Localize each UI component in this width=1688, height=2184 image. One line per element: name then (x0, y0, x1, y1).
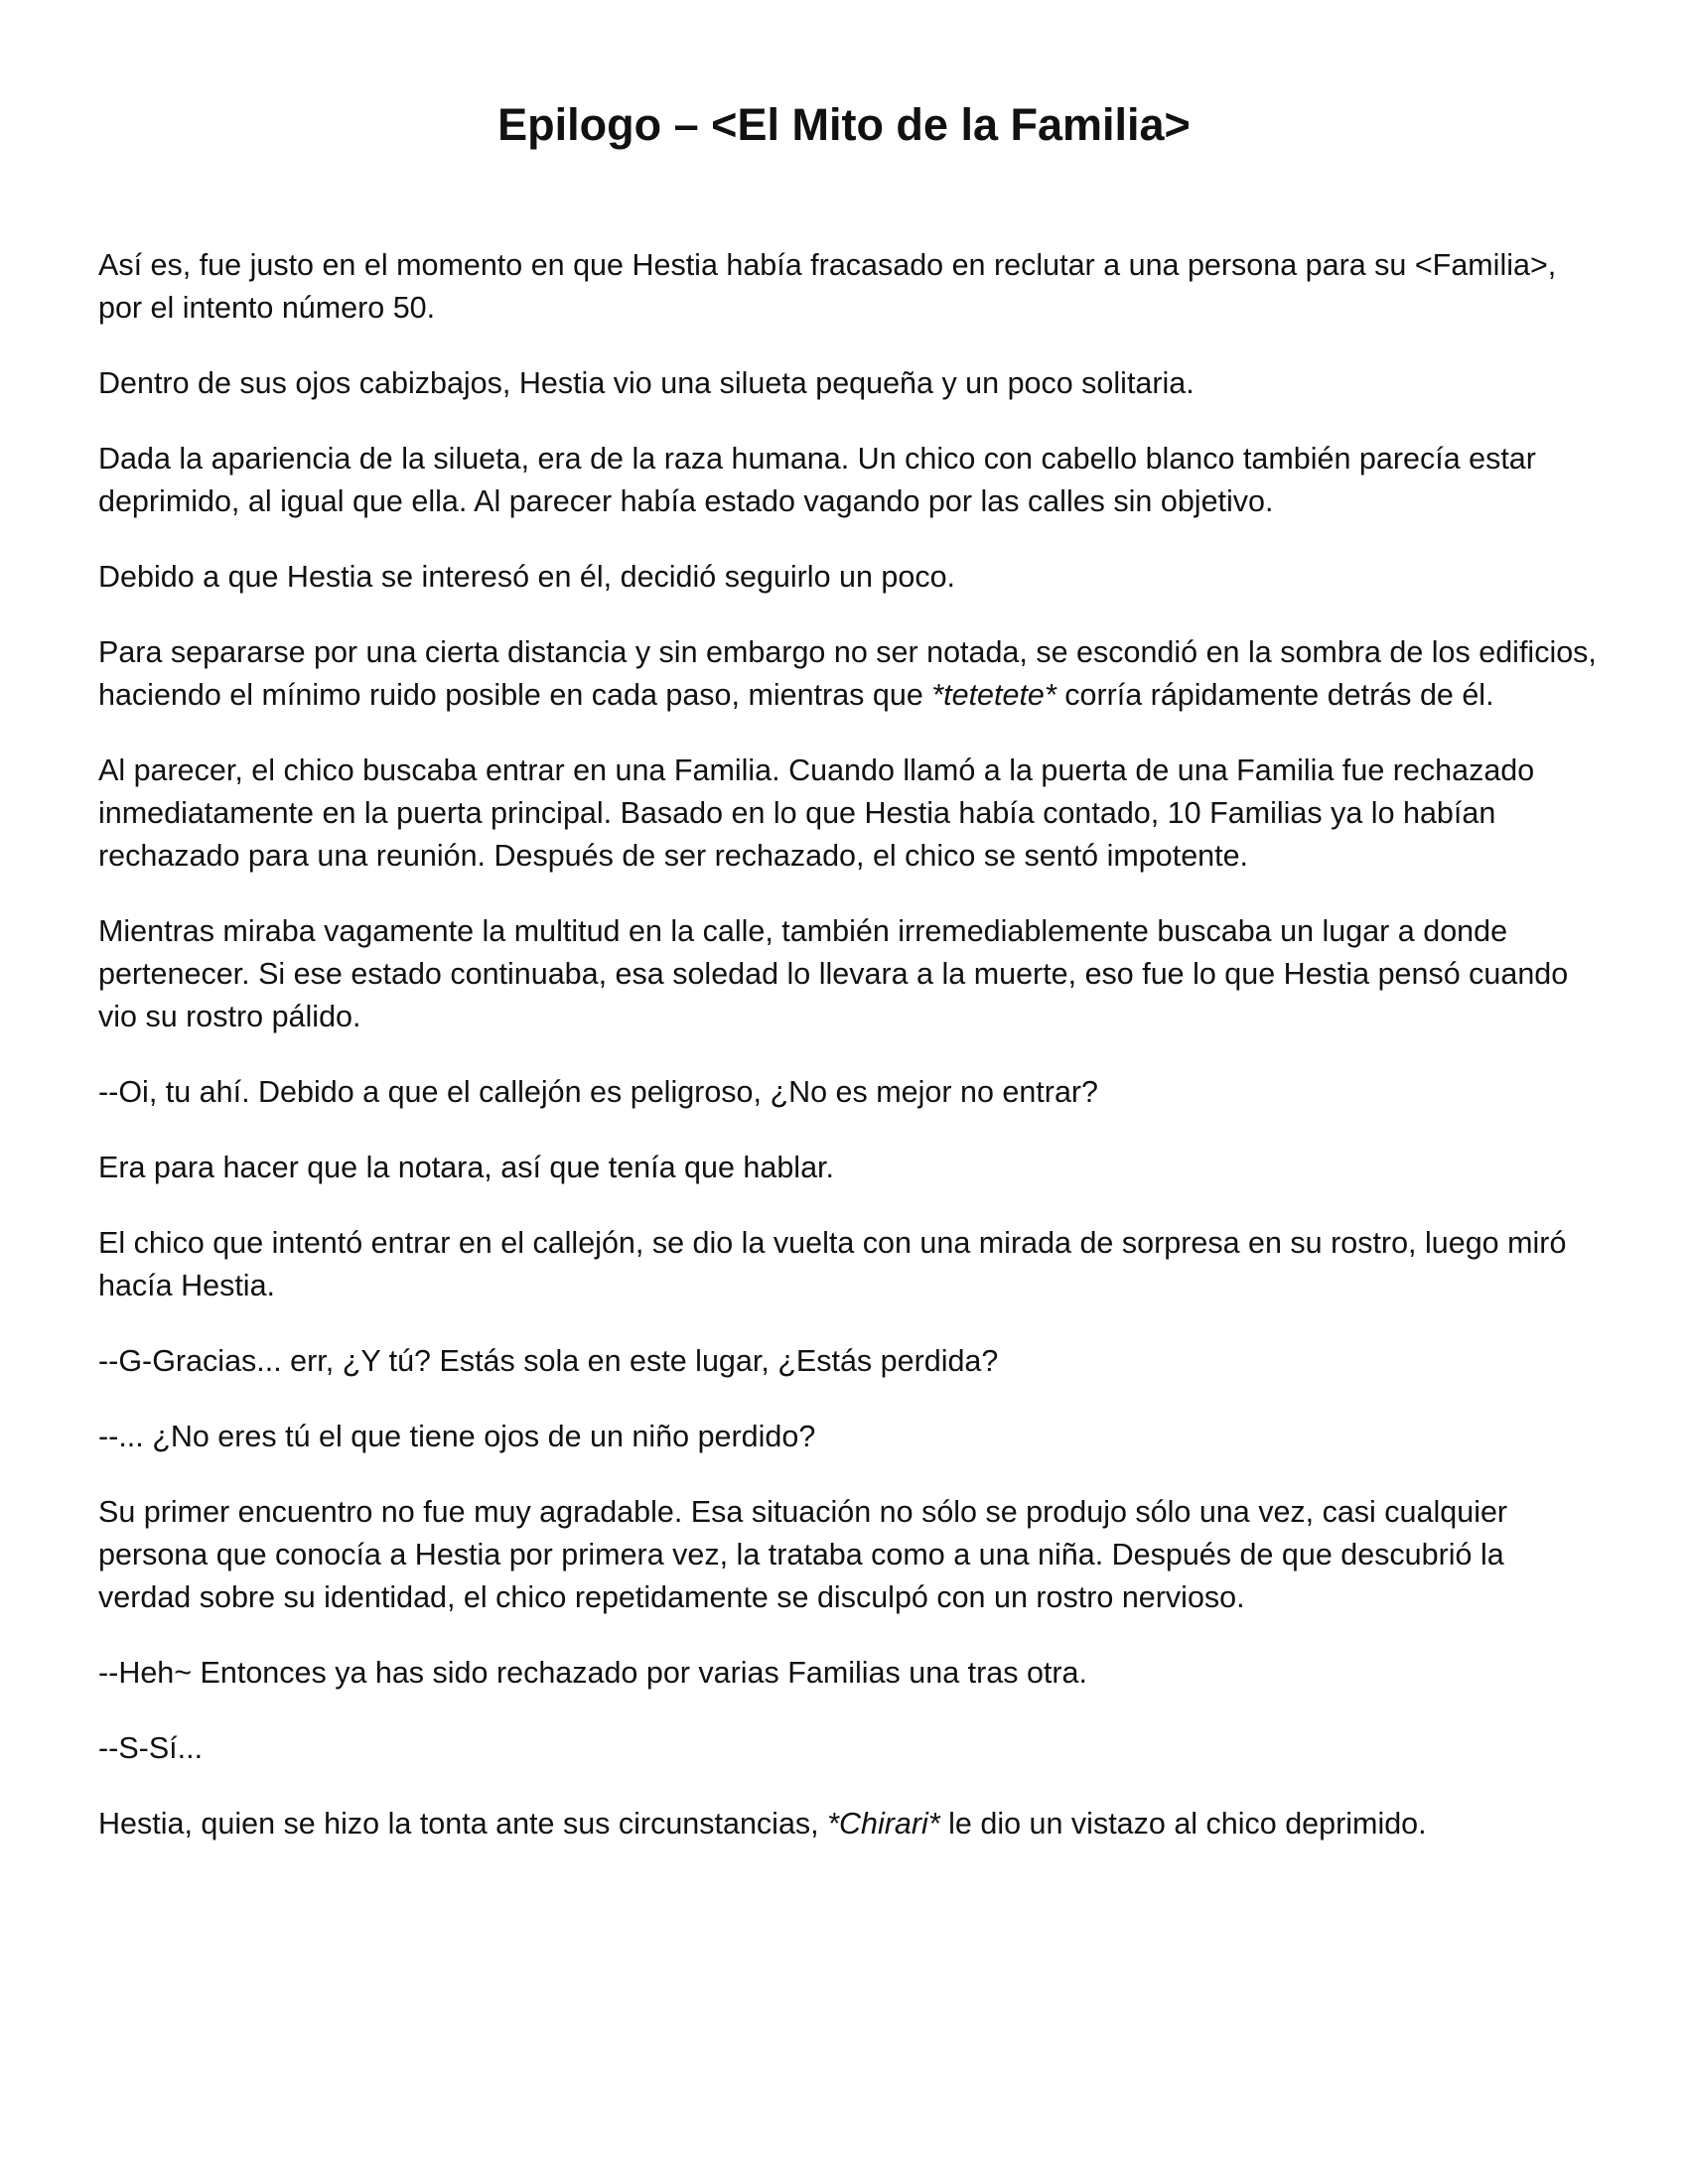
dialogue-paragraph: --G-Gracias... err, ¿Y tú? Estás sola en este lugar, ¿Estás perdida? (98, 1344, 999, 1378)
onomatopoeia-text: *Chirari* (827, 1807, 940, 1841)
paragraph: Debido a que Hestia se interesó en él, decidió seguirlo un poco. (98, 560, 956, 594)
paragraph (98, 1803, 1598, 1845)
dialogue-paragraph: --... ¿No eres tú el que tiene ojos de un niño perdido? (98, 1420, 816, 1453)
paragraph: Era para hacer que la notara, así que tenía que hablar. (98, 1151, 834, 1184)
paragraph: Al parecer, el chico buscaba entrar en una Familia. Cuando llamó a la puerta de una Familia fue rechazado inmediatamente en la puerta principal. Basado en lo que Hestia había contado, 10 Familias ya lo habían rechazado para una reunión. Después de ser rechazado, el chico se sentó impotente. (98, 753, 1535, 873)
onomatopoeia-text: *tetetete* (931, 678, 1056, 712)
paragraph: Su primer encuentro no fue muy agradable. Esa situación no sólo se produjo sólo una vez, casi cualquier persona que conocía a Hestia por primera vez, la trataba como a una niña. Después de que descubrió la verdad sobre su identidad, el chico repetidamente se disculpó con un rostro nervioso. (98, 1495, 1508, 1614)
paragraph-text: Para separarse por una cierta distancia y sin embargo no ser notada, se escondió en la sombra de los edificios, haciendo el mínimo ruido posible en cada paso, mientras que (98, 635, 1597, 712)
paragraph: Dada la apariencia de la silueta, era de la raza humana. Un chico con cabello blanco también parecía estar deprimido, al igual que ella. Al parecer había estado vagando por las calles sin objetivo. (98, 442, 1536, 518)
dialogue-paragraph: --S-Sí... (98, 1731, 204, 1765)
document-body (98, 244, 1598, 1878)
paragraph: Dentro de sus ojos cabizbajos, Hestia vio una silueta pequeña y un poco solitaria. (98, 366, 1195, 400)
dialogue-paragraph: --Oi, tu ahí. Debido a que el callejón es peligroso, ¿No es mejor no entrar? (98, 1075, 1099, 1109)
paragraph: El chico que intentó entrar en el callejón, se dio la vuelta con una mirada de sorpresa en su rostro, luego miró hacía Hestia. (98, 1226, 1567, 1302)
paragraph: Mientras miraba vagamente la multitud en la calle, también irremediablemente buscaba un lugar a donde pertenecer. Si ese estado continuaba, esa soledad lo llevara a la muerte, eso fue lo que Hestia pensó cuando vio su rostro pálido. (98, 914, 1569, 1033)
paragraph-text: Hestia, quien se hizo la tonta ante sus circunstancias, (98, 1807, 828, 1841)
paragraph-text: le dio un vistazo al chico deprimido. (939, 1807, 1427, 1841)
paragraph: Así es, fue justo en el momento en que Hestia había fracasado en reclutar a una persona para su <Familia>, por el intento número 50. (98, 248, 1557, 325)
dialogue-paragraph: --Heh~ Entonces ya has sido rechazado por varias Familias una tras otra. (98, 1656, 1087, 1690)
paragraph-text: corría rápidamente detrás de él. (1055, 678, 1494, 712)
paragraph (98, 631, 1598, 717)
page-title: Epilogo – <El Mito de la Familia> (497, 99, 1191, 150)
